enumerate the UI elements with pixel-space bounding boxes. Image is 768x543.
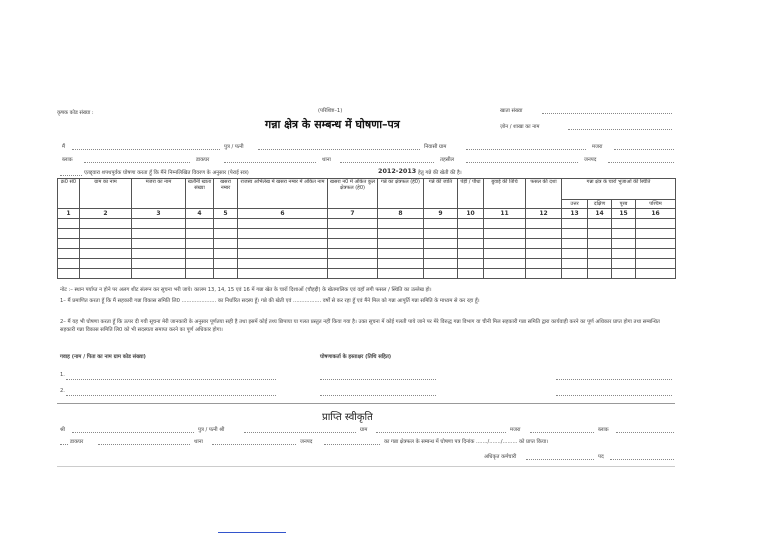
- post-label: डाकघर: [196, 157, 210, 163]
- hyperlink-underline[interactable]: [218, 532, 286, 533]
- col-number: 9: [424, 209, 458, 219]
- cane-area-table: [57, 178, 676, 279]
- col-header-record-name: राजस्व अभिलेख में खसरा नम्बर में अंकित नाम: [238, 179, 328, 209]
- village-field[interactable]: [466, 149, 586, 150]
- sub-header-north: उत्तर: [562, 200, 588, 209]
- son-of-label: पुत्र / पत्नी: [224, 144, 244, 150]
- col-number: 11: [484, 209, 526, 219]
- col-header-khasra: खसरा नम्बर: [214, 179, 238, 209]
- receipt-village-label: ग्राम: [360, 427, 368, 433]
- prefix-field[interactable]: [60, 175, 82, 176]
- officer-signature-field[interactable]: [526, 459, 594, 460]
- bottom-border: [57, 466, 675, 467]
- col-number: 1: [58, 209, 80, 219]
- declaration-point-1: 1– मैं प्रमाणित करता हूँ कि मैं सहकारी गन्ना विकास समिति लि0 ..................... का निर्धारित सदस्य हूँ। गन्ने की खेती एवं ................. वर्षों से कर रहा हूँ एवं मैंने मिल को गन्ना आपूर्ति गन्ना समिति के माध्यम से कर रहा हूँ।: [60, 298, 480, 304]
- receipt-post-label: डाकघर: [70, 439, 84, 445]
- receipt-district-field[interactable]: [324, 444, 380, 445]
- table-row: [58, 219, 676, 229]
- declarant-date-field[interactable]: [320, 395, 436, 396]
- col-number: 5: [214, 209, 238, 219]
- farmer-code-label: कृषक कोड संख्या :: [57, 110, 94, 116]
- col-header-mohalla: मजरा का नाम: [132, 179, 186, 209]
- witness-2-field[interactable]: [66, 395, 276, 396]
- col-header-serial: क्र0 सं0: [58, 179, 80, 209]
- table-row: [58, 269, 676, 279]
- table-row: [58, 239, 676, 249]
- resident-label: निवासी ग्राम: [424, 144, 447, 150]
- tehsil-label: तहसील: [440, 157, 455, 163]
- officer-label: अधिकृत कर्मचारी: [484, 454, 517, 460]
- table-row: [58, 249, 676, 259]
- designation-field[interactable]: [610, 459, 674, 460]
- witness-label: गवाह (नाम / पिता का नाम ग्राम कोड संख्या): [60, 354, 146, 360]
- account-field[interactable]: [542, 113, 672, 114]
- declaration-text: एतद्द्वारा शपथपूर्वक घोषणा करता हूँ कि मैंने निम्नलिखित विवरण के अनुसार (पेराई सत्र): [84, 170, 249, 176]
- declarant-name-field[interactable]: [72, 149, 220, 150]
- sub-header-west: पश्चिम: [636, 200, 676, 209]
- table-row: [58, 229, 676, 239]
- col-header-khatauni: खतौनी खाता संख्या: [186, 179, 214, 209]
- page-title: गन्ना क्षेत्र के सम्बन्ध में घोषणा–पत्र: [265, 118, 400, 131]
- receipt-text: का गन्ना क्षेत्रफल के सम्बन्ध में घोषणा पत्र दिनांक ......./......./......... को प्राप्त किया।: [384, 439, 549, 445]
- declarant-signature-field[interactable]: [320, 379, 436, 380]
- col-number: 14: [588, 209, 612, 219]
- account-label: खाता संख्या: [500, 108, 523, 114]
- col-number: 10: [458, 209, 484, 219]
- receipt-mohalla-field[interactable]: [530, 432, 594, 433]
- district-field[interactable]: [608, 162, 674, 163]
- district-label: जनपद: [584, 157, 597, 163]
- col-number: 4: [186, 209, 214, 219]
- col-number: 3: [132, 209, 186, 219]
- zone-label: ज़ोन / शाखा का नाम: [500, 124, 540, 130]
- col-number: 15: [612, 209, 636, 219]
- designation-label: पद: [598, 454, 604, 460]
- receipt-name-field[interactable]: [72, 432, 194, 433]
- col-number: 2: [80, 209, 132, 219]
- table-note: नोट :– स्थान पर्याप्त न होने पर अलग शीट संलग्न कर सूचना भरी जाये। कालम 13, 14, 15 एवं 16 में गन्ना खेत के चारों दिशाओं (चौहद्दी) के खेतमालिक एवं वहाँ लगी फसल / स्थिति का उल्लेख हो।: [60, 287, 432, 293]
- mohalla-label: मजरा: [592, 144, 603, 150]
- receipt-village-field[interactable]: [376, 432, 506, 433]
- declaration-tail: हेतु गन्ने की खेती की है।: [418, 170, 462, 176]
- receipt-father-field[interactable]: [244, 432, 356, 433]
- receipt-station-label: थाना: [194, 439, 203, 445]
- col-number: 7: [328, 209, 378, 219]
- col-number: 6: [238, 209, 328, 219]
- declarant-signature-label: घोषणाकर्ता के हस्ताक्षर (तिथि सहित): [320, 354, 392, 360]
- sub-header-east: पूरब: [612, 200, 636, 209]
- receipt-block-field[interactable]: [616, 432, 674, 433]
- receipt-son-of-label: पुत्र / पत्नी श्री: [198, 427, 225, 433]
- receipt-block-label: ब्लाक: [598, 427, 609, 433]
- col-header-boundaries: गन्ना क्षेत्र के चारों भुजाओं की स्थिति: [562, 179, 676, 200]
- post-field[interactable]: [224, 162, 316, 163]
- tehsil-field[interactable]: [466, 162, 578, 163]
- receipt-district-label: जनपद: [300, 439, 313, 445]
- block-label: ब्लाक: [62, 157, 73, 163]
- receipt-station-field[interactable]: [212, 444, 296, 445]
- father-name-field[interactable]: [258, 149, 420, 150]
- col-header-sowing-date: बुवाई की तिथि: [484, 179, 526, 209]
- col-header-total-area: खसरा न0 में अंकित कुल क्षेत्रफल (हे0): [328, 179, 378, 209]
- extra-signature-field-2[interactable]: [556, 395, 672, 396]
- col-header-crop-condition: फसल की दशा: [526, 179, 562, 209]
- col-number: 13: [562, 209, 588, 219]
- block-field[interactable]: [84, 162, 190, 163]
- col-number: 16: [636, 209, 676, 219]
- receipt-mohalla-label: मजरा: [510, 427, 521, 433]
- zone-field[interactable]: [568, 129, 672, 130]
- station-label: थाना: [322, 157, 331, 163]
- mohalla-field[interactable]: [614, 149, 674, 150]
- receipt-title: प्राप्ति स्वीकृति: [322, 412, 373, 423]
- extra-signature-field-1[interactable]: [556, 379, 672, 380]
- receipt-prefix-field[interactable]: [60, 444, 68, 445]
- witness-2-label: 2.: [60, 388, 65, 394]
- sub-header-south: दक्षिण: [588, 200, 612, 209]
- receipt-post-field[interactable]: [98, 444, 190, 445]
- col-header-cane-area: गन्ने का क्षेत्रफल (हे0): [378, 179, 424, 209]
- declarant-prefix: मैं: [62, 144, 66, 150]
- witness-1-label: 1.: [60, 372, 65, 378]
- witness-1-field[interactable]: [66, 379, 276, 380]
- station-field[interactable]: [340, 162, 434, 163]
- col-number: 12: [526, 209, 562, 219]
- col-header-variety: गन्ने की जाति: [424, 179, 458, 209]
- annex-label: (परिशिष्ट–1): [318, 108, 343, 114]
- receipt-shri-label: श्री: [60, 427, 66, 433]
- section-divider: [57, 403, 675, 404]
- col-header-ratoon: पेड़ी / पौधा: [458, 179, 484, 209]
- col-number: 8: [378, 209, 424, 219]
- table-row: [58, 259, 676, 269]
- declaration-point-2: 2– मैं यह भी घोषणा करता हूँ कि ऊपर दी गयी सूचना मेरी जानकारी के अनुसार पूर्णतया सही है तथा इसमें कोई तथ्य छिपाया या गलत प्रस्तुत नहीं किया गया है। उक्त सूचना में कोई गलती पाये जाने पर मेरे विरुद्ध गन्ना विभाग या चीनी मिल सहकारी गन्ना समिति द्वारा कार्यवाही करने का पूर्ण अधिकार प्राप्त होगा तथा सम्बन्धित सहकारी गन्ना विकास समिति लि0 को भी सदस्यता समाप्त करने का पूर्ण अधिकार होगा।: [60, 319, 660, 333]
- col-header-village: ग्राम का नाम: [80, 179, 132, 209]
- session-year: 2012-2013: [378, 167, 417, 175]
